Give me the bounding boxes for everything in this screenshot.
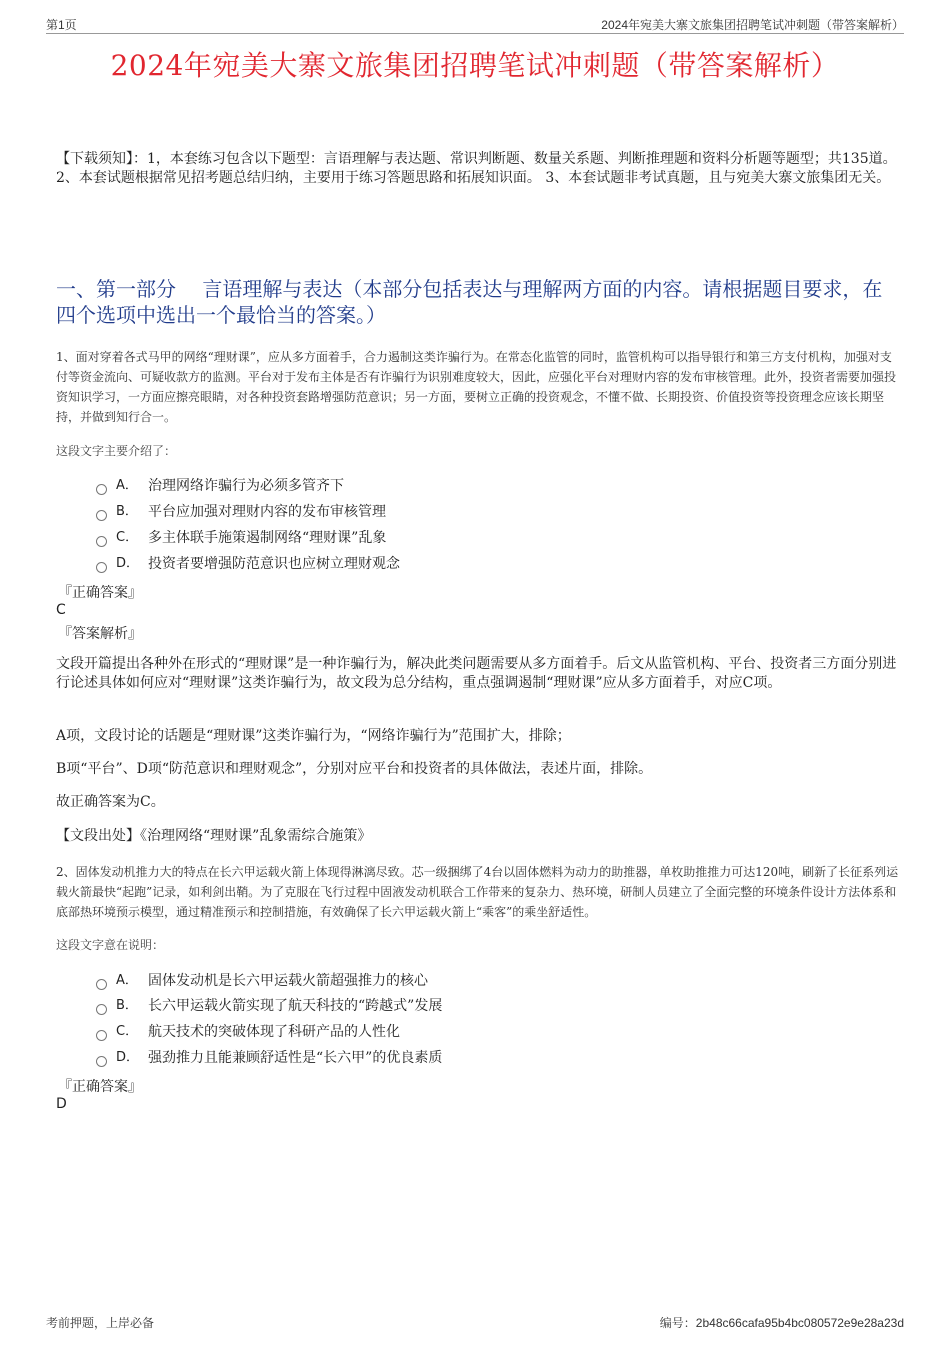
radio-icon[interactable] [96,510,107,521]
option-letter: D． [116,1050,140,1065]
radio-icon[interactable] [96,1056,107,1067]
q1-source: 【文段出处】《治理网络“理财课”乱象需综合施策》 [56,828,372,844]
option-letter: C． [116,1024,139,1039]
q2-answer-label: 『正确答案』 [58,1079,142,1095]
option-letter: D． [116,556,140,571]
option-letter: B． [116,504,138,519]
q1-analysis-paragraph: 文段开篇提出各种外在形式的“理财课”是一种诈骗行为，解决此类问题需要从多方面着手。后文从监管机构、平台、投资者三方面分别进行论述具体如何应对“理财课”这类诈骗行为，故文段为总分结构，重点强调遏制“理财课”应从多方面着手，对应C项。 [56,656,897,691]
radio-icon[interactable] [96,484,107,495]
q2-option-b[interactable] [96,996,442,1016]
footer-code: 编号：2b48c66cafa95b4bc080572e9e28a23d [659,1316,904,1330]
q1-option-d[interactable] [96,554,400,574]
option-text: 治理网络诈骗行为必须多管齐下 [148,478,344,494]
q1-analysis-paragraph: 故正确答案为C。 [56,794,165,810]
radio-icon[interactable] [96,1004,107,1015]
q1-answer: C [56,602,66,618]
option-text: 平台应加强对理财内容的发布审核管理 [148,504,386,520]
q2-answer: D [56,1096,67,1112]
option-text: 长六甲运载火箭实现了航天科技的“跨越式”发展 [148,998,443,1014]
q1-option-a[interactable] [96,476,344,496]
radio-icon[interactable] [96,562,107,573]
running-header-title: 2024年宛美大寨文旅集团招聘笔试冲刺题（带答案解析） [601,18,904,32]
option-letter: A． [116,973,138,988]
page-number: 第1页 [46,18,77,32]
option-text: 固体发动机是长六甲运载火箭超强推力的核心 [148,973,428,989]
document-title: 2024年宛美大寨文旅集团招聘笔试冲刺题（带答案解析） [110,49,840,82]
radio-icon[interactable] [96,979,107,990]
option-text: 多主体联手施策遏制网络“理财课”乱象 [148,530,387,546]
question-1-text: 1、面对穿着各式马甲的网络“理财课”，应从多方面着手，合力遏制这类诈骗行为。在常态化监管的同时，监管机构可以指导银行和第三方支付机构，加强对支付等资金流向、可疑收款方的监测。平台对于发布主体是否有诈骗行为识别难度较大，因此，应强化平台对理财内容的发布审核管理。此外，投资者需要加强投资知识学习，一方面应擦亮眼睛，对各种投资套路增强防范意识；另一方面，要树立正确的投资观念，不懂不做、长期投资、价值投资等投资理念应该长期坚持，并做到知行合一。 [56,350,897,424]
q1-analysis-paragraph: A项，文段讨论的话题是“理财课”这类诈骗行为，“网络诈骗行为”范围扩大，排除； [56,728,571,744]
section-heading: 一、第一部分 言语理解与表达（本部分包括表达与理解两方面的内容。请根据题目要求，在四个选项中选出一个最恰当的答案。） [56,277,883,327]
q1-analysis-paragraph: B项“平台”、D项“防范意识和理财观念”，分别对应平台和投资者的具体做法，表述片面，排除。 [56,761,653,777]
q1-analysis-label: 『答案解析』 [58,626,142,642]
question-2-text: 2、固体发动机推力大的特点在长六甲运载火箭上体现得淋漓尽致。芯一级捆绑了4台以固体燃料为动力的助推器，单枚助推推力可达120吨，刷新了长征系列运载火箭最快“起跑”记录，如利剑出鞘。为了克服在飞行过程中固液发动机联合工作带来的复杂力、热环境，研制人员建立了全面完整的环境条件设计方法体系和底部热环境预示模型，通过精准预示和控制措施，有效确保了长六甲运载火箭上“乘客”的乘坐舒适性。 [56,865,899,919]
download-notice: 【下载须知】：1，本套练习包含以下题型：言语理解与表达题、常识判断题、数量关系题、判断推理题和资料分析题等题型；共135道。 2、本套试题根据常见招考题总结归纳，主要用于练习答题思路和拓展知识面。 3、本套试题非考试真题，且与宛美大寨文旅集团无关。 [56,151,897,186]
option-text: 强劲推力且能兼顾舒适性是“长六甲”的优良素质 [148,1050,443,1066]
option-letter: C． [116,530,139,545]
option-letter: B． [116,998,138,1013]
footer-slogan: 考前押题，上岸必备 [46,1316,155,1330]
q2-option-a[interactable] [96,971,428,991]
q1-option-b[interactable] [96,502,386,522]
radio-icon[interactable] [96,1030,107,1041]
q1-answer-label: 『正确答案』 [58,585,142,601]
option-text: 投资者要增强防范意识也应树立理财观念 [148,556,400,572]
q2-option-c[interactable] [96,1022,400,1042]
radio-icon[interactable] [96,536,107,547]
q2-option-d[interactable] [96,1048,442,1068]
question-1-prompt: 这段文字主要介绍了： [56,444,177,458]
option-text: 航天技术的突破体现了科研产品的人性化 [148,1024,400,1040]
q1-option-c[interactable] [96,528,386,548]
question-2-prompt: 这段文字意在说明： [56,938,165,952]
header-divider [46,33,904,34]
option-letter: A． [116,478,138,493]
